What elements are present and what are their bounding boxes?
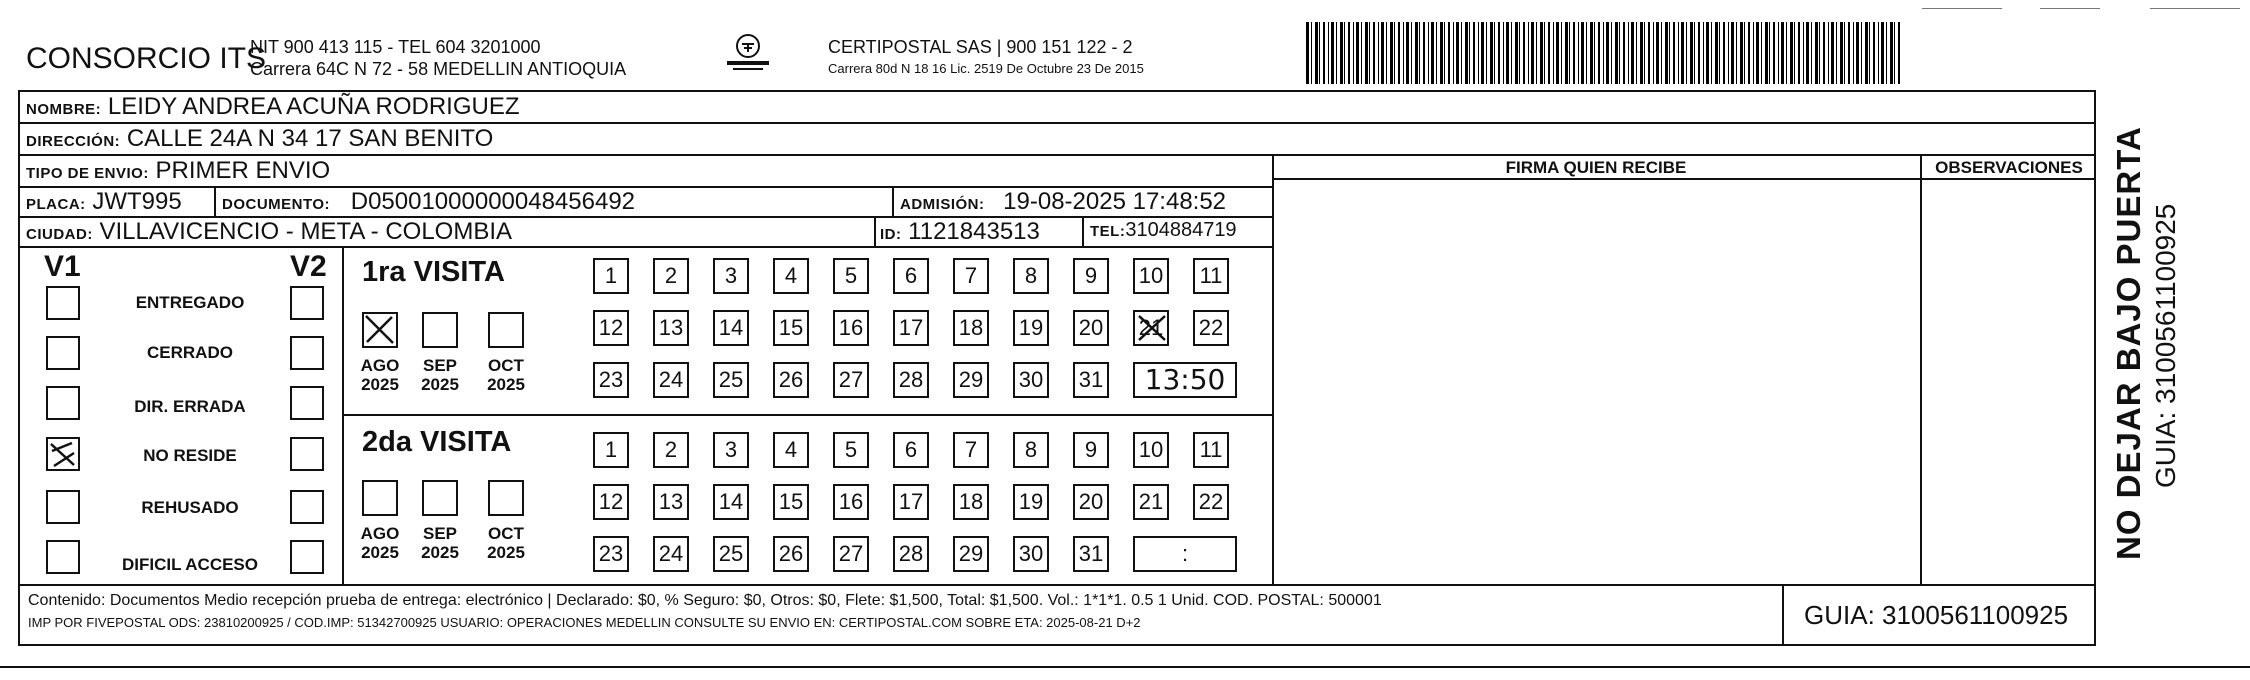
- visit1-day-16[interactable]: 16: [833, 310, 869, 346]
- month-year: 2025: [361, 543, 399, 562]
- visit2-month-sep-checkbox[interactable]: [422, 480, 458, 516]
- month-name: OCT: [488, 524, 524, 543]
- address-label: DIRECCIÓN:: [26, 133, 121, 150]
- visit2-day-23[interactable]: 23: [593, 536, 629, 572]
- v2-checkbox-dificil-acceso[interactable]: [290, 540, 324, 574]
- visit2-day-9[interactable]: 9: [1073, 432, 1109, 468]
- month-year: 2025: [421, 543, 459, 562]
- visit1-day-5[interactable]: 5: [833, 258, 869, 294]
- company-address: Carrera 64C N 72 - 58 MEDELLIN ANTIOQUIA: [250, 59, 627, 79]
- visit2-day-26[interactable]: 26: [773, 536, 809, 572]
- visit2-day-19[interactable]: 19: [1013, 484, 1049, 520]
- address-row: [26, 127, 493, 151]
- visit2-day-30[interactable]: 30: [1013, 536, 1049, 572]
- v1-header: V1: [44, 250, 81, 283]
- tel-value: 3104884719: [1125, 219, 1237, 241]
- month-name: AGO: [360, 524, 400, 543]
- city-label: CIUDAD:: [26, 226, 93, 243]
- v1-checkbox-entregado[interactable]: [46, 286, 80, 320]
- visit1-month-sep: [412, 356, 468, 394]
- city-field: [26, 220, 512, 244]
- visit2-month-ago-checkbox[interactable]: [362, 480, 398, 516]
- content-summary: Contenido: Documentos Medio recepción prueba de entrega: electrónico | Declarado: $0, % Seguro: $0, Otros: $0, Flete: $1,500, Total: $1,500. Vol.: 1*1*1. 0.5 1 Unid. COD. POSTAL: 500001: [28, 592, 1382, 609]
- print-info: IMP POR FIVEPOSTAL ODS: 23810200925 / COD.IMP: 51342700925 USUARIO: OPERACIONES MEDELLIN CONSULTE SU ENVIO EN: CERTIPOSTAL.COM SOBRE ETA: 2025-08-21 D+2: [28, 615, 1141, 630]
- status-label: DIR. ERRADA: [134, 397, 246, 416]
- admission-field: [900, 190, 1226, 214]
- visit1-day-31[interactable]: 31: [1073, 362, 1109, 398]
- name-row: [26, 95, 520, 119]
- check-mark-icon: [364, 314, 396, 346]
- visit2-day-11[interactable]: 11: [1193, 432, 1229, 468]
- visit2-day-16[interactable]: 16: [833, 484, 869, 520]
- cross-mark-icon: [1135, 312, 1169, 344]
- signature-header: FIRMA QUIEN RECIBE: [1505, 158, 1687, 177]
- visit1-day-25[interactable]: 25: [713, 362, 749, 398]
- visit1-day-13[interactable]: 13: [653, 310, 689, 346]
- visit2-day-27[interactable]: 27: [833, 536, 869, 572]
- visit2-month-oct: [478, 524, 534, 562]
- visit2-month-oct-checkbox[interactable]: [488, 480, 524, 516]
- visit2-day-20[interactable]: 20: [1073, 484, 1109, 520]
- visit2-day-13[interactable]: 13: [653, 484, 689, 520]
- send-type: PRIMER ENVIO: [155, 157, 331, 184]
- visit2-day-18[interactable]: 18: [953, 484, 989, 520]
- visit2-day-10[interactable]: 10: [1133, 432, 1169, 468]
- visit1-time: 13:50: [1144, 363, 1226, 396]
- visit2-day-4[interactable]: 4: [773, 432, 809, 468]
- name-label: NOMBRE:: [26, 101, 102, 118]
- do-not-leave-notice: NO DEJAR BAJO PUERTA: [2110, 126, 2147, 560]
- visit1-month-oct: [478, 356, 534, 394]
- company-name: CONSORCIO ITS: [26, 42, 267, 75]
- recipient-address: CALLE 24A N 34 17 SAN BENITO: [126, 125, 494, 152]
- visit2-day-24[interactable]: 24: [653, 536, 689, 572]
- visit2-month-sep: [412, 524, 468, 562]
- visit1-month-ago: [352, 356, 408, 394]
- bottom-edge: [0, 666, 2250, 668]
- visit1-day-20[interactable]: 20: [1073, 310, 1109, 346]
- visit1-month-oct-checkbox[interactable]: [488, 312, 524, 348]
- v2-checkbox-entregado[interactable]: [290, 286, 324, 320]
- visit1-day-7[interactable]: 7: [953, 258, 989, 294]
- visit2-day-25[interactable]: 25: [713, 536, 749, 572]
- v1-checkbox-dir-errada[interactable]: [46, 386, 80, 420]
- status-label: NO RESIDE: [143, 446, 237, 465]
- guia-number: GUIA: 3100561100925: [1804, 600, 2069, 630]
- visit1-day-29[interactable]: 29: [953, 362, 989, 398]
- month-year: 2025: [487, 375, 525, 394]
- visit2-time: :: [1181, 541, 1189, 566]
- visit1-day-23[interactable]: 23: [593, 362, 629, 398]
- visit2-day-28[interactable]: 28: [893, 536, 929, 572]
- document-value: D05001000000048456492: [350, 188, 636, 215]
- visit2-day-5[interactable]: 5: [833, 432, 869, 468]
- visit2-day-8[interactable]: 8: [1013, 432, 1049, 468]
- visit2-day-12[interactable]: 12: [593, 484, 629, 520]
- visit2-day-17[interactable]: 17: [893, 484, 929, 520]
- visit1-day-4[interactable]: 4: [773, 258, 809, 294]
- visit1-day-18[interactable]: 18: [953, 310, 989, 346]
- side-guia-number: GUIA: 3100561100925: [2150, 203, 2181, 488]
- v2-checkbox-no-reside[interactable]: [290, 437, 324, 471]
- visit1-day-15[interactable]: 15: [773, 310, 809, 346]
- visit1-day-8[interactable]: 8: [1013, 258, 1049, 294]
- visit1-day-10[interactable]: 10: [1133, 258, 1169, 294]
- visit2-day-7[interactable]: 7: [953, 432, 989, 468]
- visit1-day-26[interactable]: 26: [773, 362, 809, 398]
- visit1-day-12[interactable]: 12: [593, 310, 629, 346]
- visit2-day-2[interactable]: 2: [653, 432, 689, 468]
- visit2-month-ago: [352, 524, 408, 562]
- month-name: OCT: [488, 356, 524, 375]
- visit1-title: 1ra VISITA: [362, 256, 505, 288]
- city-value: VILLAVICENCIO - META - COLOMBIA: [99, 218, 513, 245]
- plate-value: JWT995: [92, 188, 182, 215]
- document-field: [222, 190, 635, 214]
- v1-checkbox-dificil-acceso[interactable]: [46, 540, 80, 574]
- visit1-day-24[interactable]: 24: [653, 362, 689, 398]
- status-label: REHUSADO: [141, 498, 239, 517]
- visit2-day-3[interactable]: 3: [713, 432, 749, 468]
- v1-checkbox-rehusado[interactable]: [46, 490, 80, 524]
- visit2-day-21[interactable]: 21: [1133, 484, 1169, 520]
- certipostal-logo: [723, 33, 773, 78]
- visit1-day-21[interactable]: [1133, 310, 1169, 346]
- v2-checkbox-rehusado[interactable]: [290, 490, 324, 524]
- visit2-day-14[interactable]: 14: [713, 484, 749, 520]
- visit2-day-22[interactable]: 22: [1193, 484, 1229, 520]
- v2-checkbox-cerrado[interactable]: [290, 336, 324, 370]
- visit1-day-30[interactable]: 30: [1013, 362, 1049, 398]
- v2-header: V2: [290, 250, 327, 283]
- status-label: CERRADO: [147, 343, 233, 362]
- month-name: SEP: [422, 524, 458, 543]
- visit1-day-9[interactable]: 9: [1073, 258, 1109, 294]
- visit2-day-6[interactable]: 6: [893, 432, 929, 468]
- visit1-day-27[interactable]: 27: [833, 362, 869, 398]
- barcode: [1306, 22, 1900, 84]
- visit2-title: 2da VISITA: [362, 426, 512, 458]
- recipient-name: LEIDY ANDREA ACUÑA RODRIGUEZ: [107, 93, 520, 120]
- visit1-day-22[interactable]: 22: [1193, 310, 1229, 346]
- id-field: [880, 220, 1040, 244]
- visit1-day-3[interactable]: 3: [713, 258, 749, 294]
- plate-label: PLACA:: [26, 196, 86, 213]
- nit-line: NIT 900 413 115 - TEL 604 3201000: [250, 37, 541, 57]
- id-label: ID:: [880, 226, 902, 243]
- document-label: DOCUMENTO:: [222, 196, 331, 213]
- visit1-time-box[interactable]: [1133, 362, 1237, 398]
- month-name: SEP: [422, 356, 458, 375]
- visit1-day-14[interactable]: 14: [713, 310, 749, 346]
- certipostal-address: Carrera 80d N 18 16 Lic. 2519 De Octubre 23 De 2015: [828, 61, 1144, 76]
- v1-checkbox-no-reside[interactable]: [46, 437, 80, 471]
- plate-field: [26, 190, 182, 214]
- admission-value: 19-08-2025 17:48:52: [1003, 188, 1227, 215]
- check-mark-icon: [48, 439, 78, 469]
- admission-label: ADMISIÓN:: [900, 196, 985, 213]
- status-label: DIFICIL ACCESO: [121, 555, 258, 574]
- id-value: 1121843513: [908, 218, 1040, 245]
- status-label: ENTREGADO: [135, 293, 245, 312]
- tel-field: [1090, 220, 1237, 240]
- visit2-day-29[interactable]: 29: [953, 536, 989, 572]
- month-year: 2025: [361, 375, 399, 394]
- certipostal-info: [828, 36, 1144, 80]
- certipostal-nit: CERTIPOSTAL SAS | 900 151 122 - 2: [828, 37, 1133, 57]
- month-name: AGO: [360, 356, 400, 375]
- visit1-month-ago-checkbox[interactable]: [362, 312, 398, 348]
- observations-header: OBSERVACIONES: [1935, 158, 2083, 177]
- visit1-day-28[interactable]: 28: [893, 362, 929, 398]
- company-info: [250, 36, 626, 80]
- visit2-time-box[interactable]: [1133, 536, 1237, 572]
- visit2-day-1[interactable]: 1: [593, 432, 629, 468]
- month-year: 2025: [421, 375, 459, 394]
- visit1-day-6[interactable]: 6: [893, 258, 929, 294]
- visit2-day-31[interactable]: 31: [1073, 536, 1109, 572]
- tel-label: TEL:: [1090, 223, 1126, 240]
- visit1-day-2[interactable]: 2: [653, 258, 689, 294]
- send-type-row: [26, 159, 330, 183]
- visit2-day-15[interactable]: 15: [773, 484, 809, 520]
- day-number: 21: [1138, 315, 1164, 340]
- v1-checkbox-cerrado[interactable]: [46, 336, 80, 370]
- visit1-day-1[interactable]: 1: [593, 258, 629, 294]
- visit1-month-sep-checkbox[interactable]: [422, 312, 458, 348]
- visit1-day-17[interactable]: 17: [893, 310, 929, 346]
- v2-checkbox-dir-errada[interactable]: [290, 386, 324, 420]
- visit1-day-19[interactable]: 19: [1013, 310, 1049, 346]
- visit1-day-11[interactable]: 11: [1193, 258, 1229, 294]
- month-year: 2025: [487, 543, 525, 562]
- send-type-label: TIPO DE ENVIO:: [26, 165, 149, 182]
